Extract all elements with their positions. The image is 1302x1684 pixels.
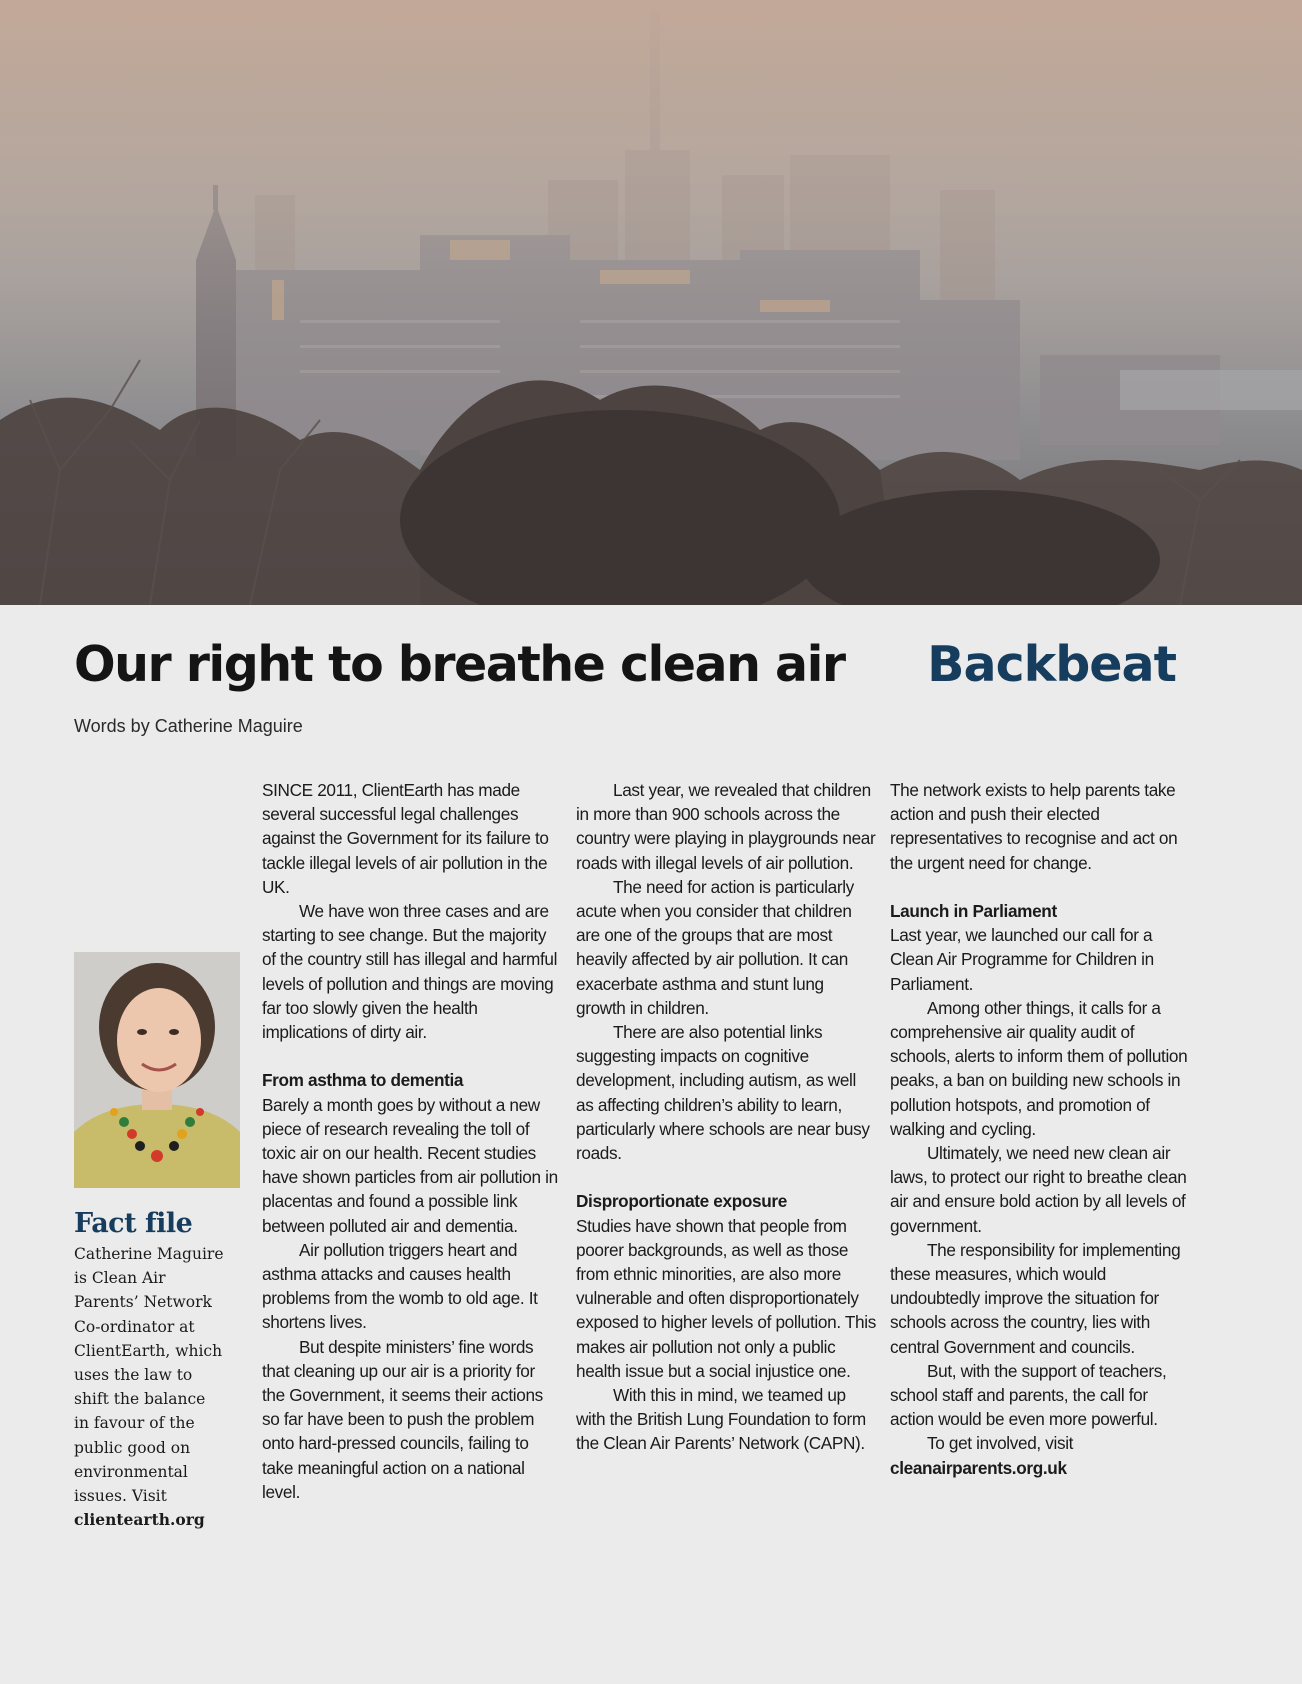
paragraph: Last year, we revealed that children in more than 900 schools across the country were playing in playgrounds near roads with illegal levels of air pollution. (576, 780, 876, 873)
article-column-2 (576, 778, 876, 1456)
paragraph: Studies have shown that people from poorer backgrounds, as well as those from ethnic minorities, are also more vulnerable and often disproportionately exposed to higher levels of pollution. This makes air pollution not only a public health issue but a social injustice one. (576, 1215, 876, 1381)
article-column-3 (890, 778, 1190, 1480)
paragraph: But despite ministers’ fine words that cleaning up our air is a priority for the Government, it seems their actions so far have been to push the problem onto hard-pressed councils, failing to take meaningful action on a national level. (262, 1336, 543, 1502)
paragraph: SINCE 2011, ClientEarth has made several successful legal challenges against the Government for its failure to tackle illegal levels of air pollution in the UK. (262, 780, 549, 897)
paragraph: But, with the support of teachers, school staff and parents, the call for action would be even more powerful. (890, 1360, 1167, 1430)
paragraph: We have won three cases and are starting to see change. But the majority of the country still has illegal and harmful levels of pollution and things are moving far too slowly given the health implications of dirty air. (262, 901, 558, 1043)
author-portrait (74, 952, 240, 1188)
fact-file-heading: Fact file (74, 1208, 193, 1239)
fact-file-text: Catherine Maguire is Clean Air Parents’ Network Co-ordinator at ClientEarth, which uses the law to shift the balance in favour of the public good on environmental issues. Visit (74, 1245, 224, 1506)
section-label: Backbeat (927, 636, 1176, 693)
paragraph: Air pollution triggers heart and asthma attacks and causes health problems from the womb to old age. It shortens lives. (262, 1239, 538, 1333)
paragraph: Last year, we launched our call for a Clean Air Programme for Children in Parliament. (890, 925, 1154, 994)
author-portrait-illustration (74, 952, 240, 1188)
paragraph: Barely a month goes by without a new piece of research revealing the toll of toxic air on our health. Recent studies have shown particles from air pollution in placentas and found a possible link between polluted air and dementia. (262, 1094, 558, 1236)
fact-file-body (74, 1242, 224, 1532)
smoggy-skyline-illustration (0, 0, 1302, 605)
paragraph: With this in mind, we teamed up with the British Lung Foundation to form the Clean Air Parents’ Network (CAPN). (576, 1385, 866, 1454)
fact-file-link[interactable]: clientearth.org (74, 1510, 205, 1530)
cleanairparents-link[interactable]: cleanairparents.org.uk (890, 1457, 1067, 1478)
paragraph: Ultimately, we need new clean air laws, to protect our right to breathe clean air and ensure bold action by all levels of government. (890, 1143, 1187, 1236)
paragraph: The need for action is particularly acute when you consider that children are one of the groups that are most heavily affected by air pollution. It can exacerbate asthma and stunt lung growth in children. (576, 876, 854, 1018)
paragraph: To get involved, visit (927, 1433, 1074, 1454)
subheading: Disproportionate exposure (576, 1191, 787, 1212)
hero-photo (0, 0, 1302, 605)
subheading: From asthma to dementia (262, 1070, 464, 1091)
paragraph: Among other things, it calls for a comprehensive air quality audit of schools, alerts to inform them of pollution peaks, a ban on building new schools in pollution hotspots, and promotion of walking and cycling. (890, 997, 1188, 1139)
article-column-1 (262, 778, 562, 1504)
subheading: Launch in Parliament (890, 901, 1057, 921)
paragraph: There are also potential links suggesting impacts on cognitive development, including autism, as well as affecting children’s ability to learn, particularly where schools are near busy roads. (576, 1022, 870, 1164)
paragraph: The responsibility for implementing these measures, which would undoubtedly improve the situation for schools across the country, lies with central Government and councils. (890, 1239, 1181, 1357)
paragraph: The network exists to help parents take action and push their elected representatives to recognise and act on the urgent need for change. (890, 780, 1178, 873)
byline: Words by Catherine Maguire (74, 716, 303, 736)
article-title: Our right to breathe clean air (74, 636, 845, 693)
